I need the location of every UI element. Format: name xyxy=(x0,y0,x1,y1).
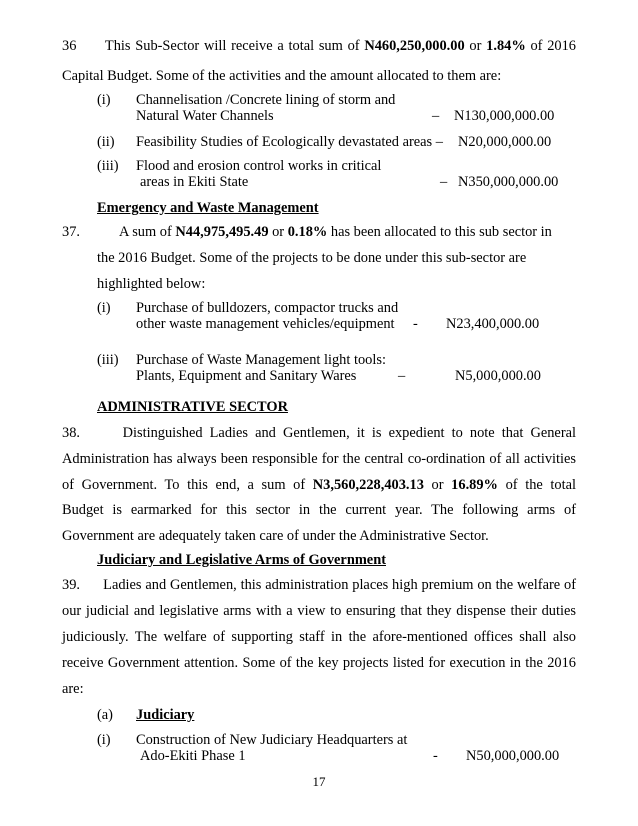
p37-item-2-line2: Plants, Equipment and Sanitary Wares xyxy=(136,368,357,384)
admin-heading: ADMINISTRATIVE SECTOR xyxy=(97,399,288,415)
p39-item-1-num: (i) xyxy=(97,732,111,748)
p39-item-1-line2: Ado-Ekiti Phase 1 xyxy=(140,748,246,764)
page-number: 17 xyxy=(312,774,326,789)
p36-item-3-line1: Flood and erosion control works in critical xyxy=(136,158,382,174)
p38-line-1: 38. Distinguished Ladies and Gentlemen, it is expedient to note that General xyxy=(62,425,577,441)
p37-item-1-line1: Purchase of bulldozers, compactor trucks and xyxy=(136,300,399,316)
p37-num: 37. xyxy=(62,224,80,240)
p37-item-1-dash: - xyxy=(413,316,418,332)
p36-item-3-dash: – xyxy=(440,174,448,190)
p37-line-2: the 2016 Budget. Some of the projects to be done under this sub-sector are xyxy=(97,250,527,266)
p38-line-5: Government are adequately taken care of under the Administrative Sector. xyxy=(62,528,489,544)
p39-item-1-line1: Construction of New Judiciary Headquarters at xyxy=(136,732,408,748)
p36-line-2: Capital Budget. Some of the activities and the amount allocated to them are: xyxy=(62,68,502,84)
p37-item-2-line1: Purchase of Waste Management light tools: xyxy=(136,352,386,368)
p39-line-2: our judicial and legislative arms with a view to ensuring that they dispense their duties xyxy=(62,603,576,619)
p36-item-1-amount: N130,000,000.00 xyxy=(454,108,555,124)
p38-line-4: Budget is earmarked for this sector in the current year. The following arms of xyxy=(62,502,576,518)
p36-item-1-num: (i) xyxy=(97,92,111,108)
p36-item-3-line2: areas in Ekiti State xyxy=(140,174,249,190)
p36-item-2-num: (ii) xyxy=(97,134,115,150)
p36-item-2-line1: Feasibility Studies of Ecologically devastated areas – xyxy=(136,134,443,150)
p37-item-1-line2: other waste management vehicles/equipment xyxy=(136,316,395,332)
p39-line-1: 39. Ladies and Gentlemen, this administration places high premium on the welfare of xyxy=(62,577,576,593)
p36-item-1-line2: Natural Water Channels xyxy=(136,108,274,124)
p39-item-1-dash: - xyxy=(433,748,438,764)
p37-item-2-num: (iii) xyxy=(97,352,119,368)
p38-line-3: of Government. To this end, a sum of N3,560,228,403.13 or 16.89% of the total xyxy=(62,477,576,493)
p37-line-3: highlighted below: xyxy=(97,276,206,292)
p37-item-2-dash: – xyxy=(398,368,406,384)
p38-line-2: Administration has always been responsible for the central co-ordination of all activities xyxy=(62,451,576,467)
p36-line-1: 36 This Sub-Sector will receive a total sum of N460,250,000.00 or 1.84% of 2016 xyxy=(62,38,577,54)
emergency-heading: Emergency and Waste Management xyxy=(97,200,319,216)
p36-item-3-amount: N350,000,000.00 xyxy=(458,174,559,190)
p36-item-3-num: (iii) xyxy=(97,158,119,174)
p39-line-3: judiciously. The welfare of supporting staff in the afore-mentioned offices shall also xyxy=(62,629,576,645)
p36-item-2-amount: N20,000,000.00 xyxy=(458,134,552,150)
p37-line-1: A sum of N44,975,495.49 or 0.18% has been allocated to this sub sector in xyxy=(119,224,552,240)
p39-line-4: receive Government attention. Some of the key projects listed for execution in the 2016 xyxy=(62,655,576,671)
p36-item-1-line1: Channelisation /Concrete lining of storm and xyxy=(136,92,396,108)
p36-item-1-dash: – xyxy=(432,108,440,124)
judiciary-sub-num: (a) xyxy=(97,707,113,723)
judiciary-heading: Judiciary and Legislative Arms of Government xyxy=(97,552,386,568)
p37-item-2-amount: N5,000,000.00 xyxy=(455,368,541,384)
p39-item-1-amount: N50,000,000.00 xyxy=(466,748,560,764)
p37-item-1-amount: N23,400,000.00 xyxy=(446,316,540,332)
p39-line-5: are: xyxy=(62,681,84,697)
p37-item-1-num: (i) xyxy=(97,300,111,316)
judiciary-sub-label: Judiciary xyxy=(136,707,195,723)
